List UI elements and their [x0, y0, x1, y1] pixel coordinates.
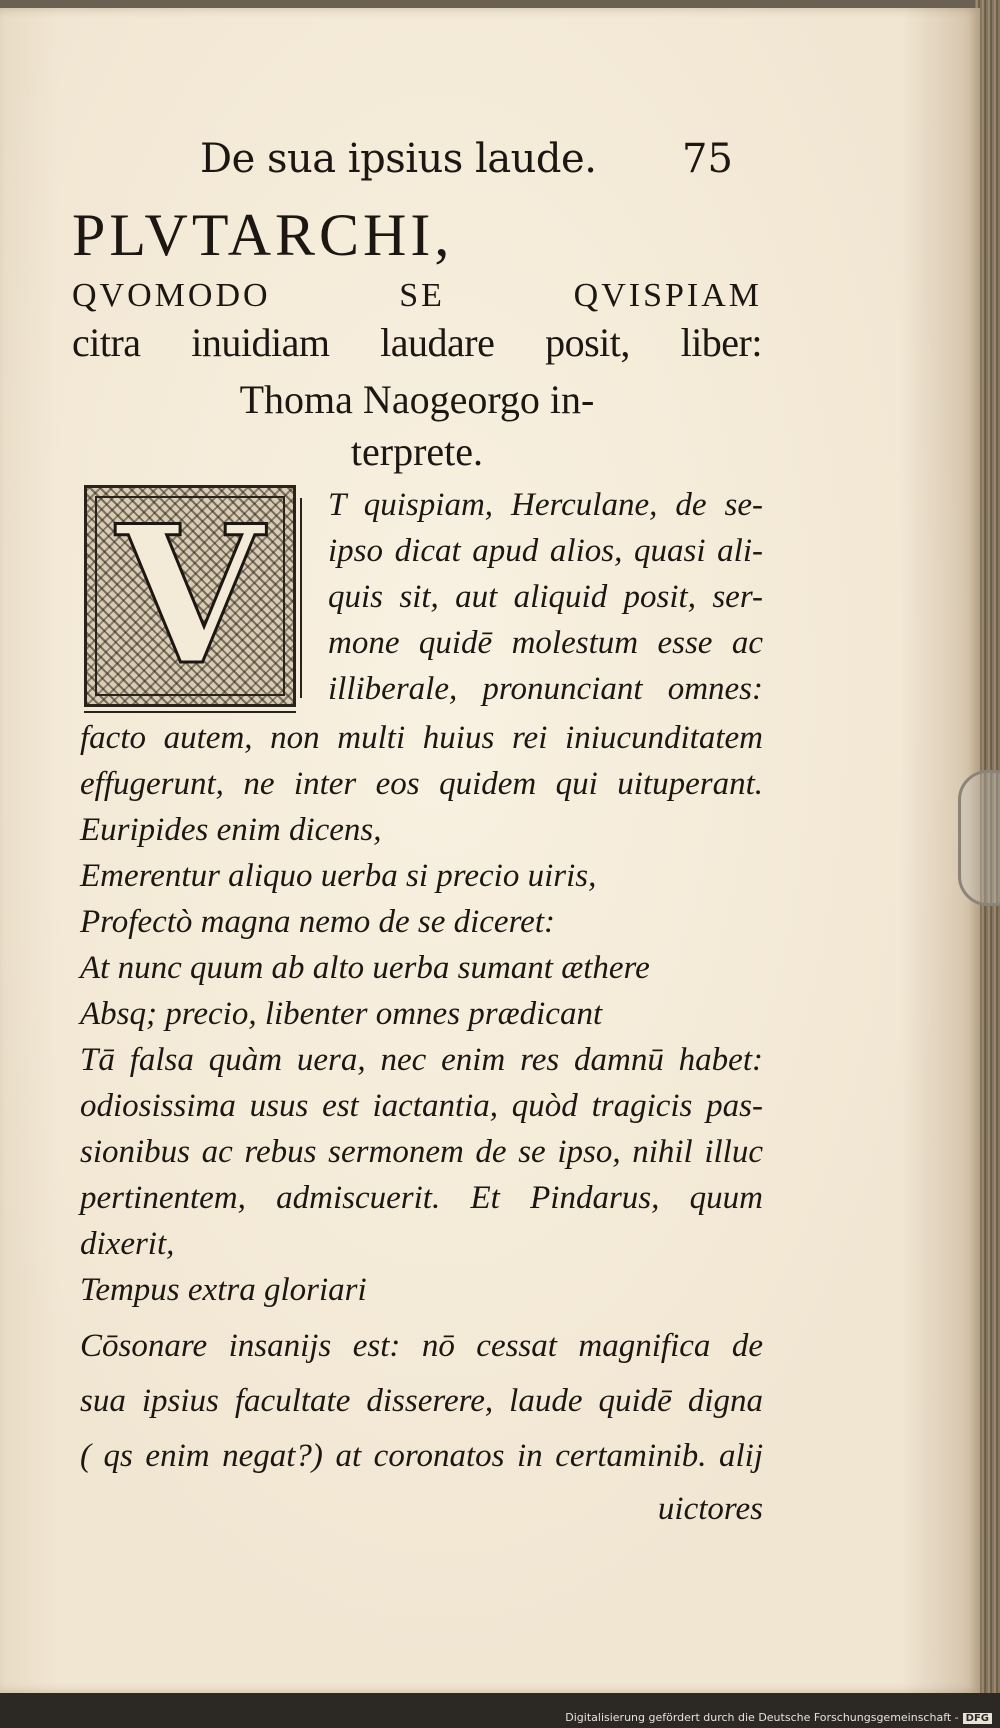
verse-line: Emerentur aliquo uerba si precio uiris, [80, 858, 597, 894]
funding-credit-text: Digitalisierung gefördert durch die Deutsche Forschungsgemeinschaft - [565, 1711, 959, 1724]
title-line-author: PLVTARCHI, [72, 202, 454, 268]
printed-page [0, 8, 980, 1693]
title-line-caption: QVOMODO SE QVISPIAM [72, 277, 762, 314]
text-line: pertinentem, admiscuerit. Et Pindarus, quum [80, 1180, 763, 1216]
initial-side-rule [300, 498, 302, 698]
text-line: illiberale, pronunciant omnes: [328, 671, 763, 707]
initial-bottom-rule [84, 711, 296, 713]
catchword: uictores [657, 1491, 763, 1527]
verse-line: Tā falsa quàm uera, nec enim res damnū habet: [80, 1042, 763, 1078]
text-line: sua ipsius facultate disserere, laude quidē digna [80, 1383, 763, 1419]
title-line-interprete: terprete. [350, 429, 484, 474]
text-line: ipso dicat apud alios, quasi ali- [328, 533, 763, 569]
dfg-logo-icon: DFG [963, 1713, 992, 1724]
decorated-initial-v-icon [84, 485, 296, 707]
page-number: 75 [682, 136, 733, 182]
title-line-subject: citra inuidiam laudare posit, liber: [72, 320, 762, 365]
initial-letter: V [116, 485, 264, 707]
text-line: dixerit, [80, 1226, 175, 1262]
text-line: facto autem, non multi huius rei iniucunditatem [80, 720, 763, 756]
text-line: Cōsonare insanijs est: nō cessat magnifica de [80, 1328, 763, 1364]
text-line: effugerunt, ne inter eos quidem qui uituperant. [80, 766, 763, 802]
text-line: T quispiam, Herculane, de se- [328, 487, 763, 523]
verse-line: Tempus extra gloriari [80, 1272, 367, 1308]
book-clasp [958, 770, 1000, 906]
verse-line: Profectò magna nemo de se diceret: [80, 904, 555, 940]
text-line: quis sit, aut aliquid posit, ser- [328, 579, 763, 615]
title-line-translator: Thoma Naogeorgo in- [239, 377, 595, 422]
text-line: Euripides enim dicens, [80, 812, 382, 848]
text-line: mone quidē molestum esse ac [328, 625, 763, 661]
text-line: ( qs enim negat?) at coronatos in certaminib. alij [80, 1438, 763, 1474]
funding-credit [565, 1711, 992, 1724]
running-head: De sua ipsius laude. [200, 136, 597, 182]
text-line: odiosissima usus est iactantia, quòd tragicis pas- [80, 1088, 763, 1124]
text-line: sionibus ac rebus sermonem de se ipso, nihil illuc [80, 1134, 763, 1170]
verse-line: Absq; precio, libenter omnes prædicant [80, 996, 603, 1032]
verse-line: At nunc quum ab alto uerba sumant æthere [80, 950, 650, 986]
